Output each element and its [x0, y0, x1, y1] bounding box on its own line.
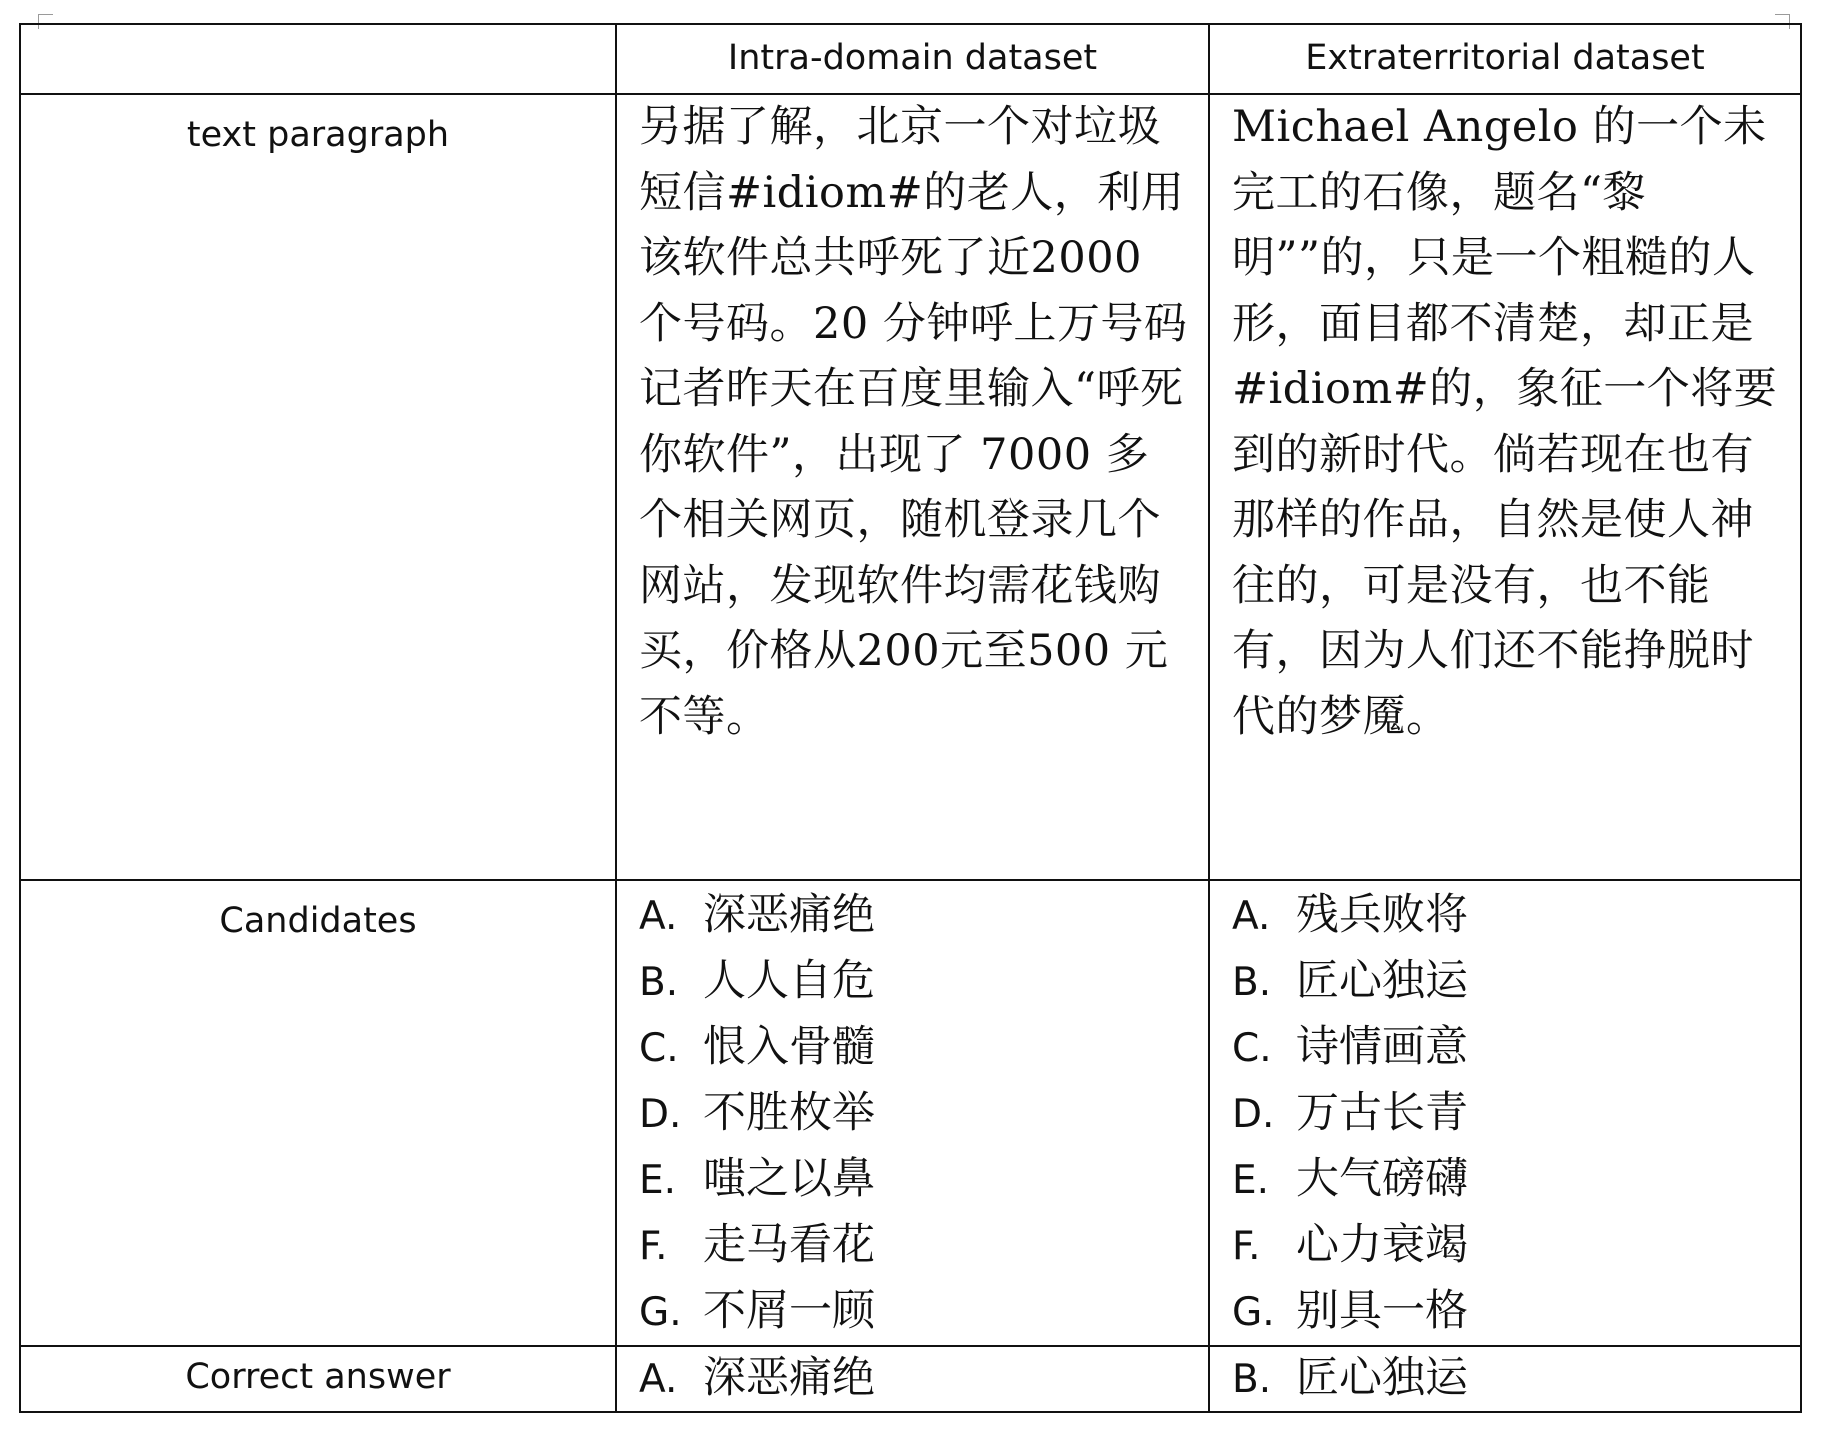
- list-item: E. 嗤之以鼻: [639, 1154, 875, 1204]
- text-paragraph-row: [20, 94, 1801, 880]
- extra-answer: [1210, 1347, 1800, 1411]
- extra-candidates-cell: [1209, 880, 1801, 1346]
- list-item: G. 不屑一顾: [639, 1286, 875, 1336]
- list-item: F. 走马看花: [639, 1220, 875, 1270]
- list-item: B. 匠心独运: [1232, 956, 1468, 1006]
- row-label-correct-answer: Correct answer: [185, 1357, 451, 1397]
- extra-candidate-list: [1210, 881, 1800, 1345]
- extra-paragraph-cell: [1209, 94, 1801, 880]
- intra-answer: [617, 1347, 1208, 1411]
- list-item: G. 别具一格: [1232, 1286, 1468, 1336]
- row-label-cell: [20, 880, 616, 1346]
- list-item: E. 大气磅礴: [1232, 1154, 1468, 1204]
- list-item: C. 恨入骨髓: [639, 1022, 875, 1072]
- list-item: F. 心力衰竭: [1232, 1220, 1468, 1270]
- header-extraterritorial: Extraterritorial dataset: [1305, 38, 1705, 78]
- candidates-row: [20, 880, 1801, 1346]
- header-row: [20, 24, 1801, 94]
- row-label-cell: [20, 94, 616, 880]
- list-item: C. 诗情画意: [1232, 1022, 1468, 1072]
- intra-candidates-cell: [616, 880, 1209, 1346]
- extra-answer-cell: [1209, 1346, 1801, 1412]
- row-label-candidates: Candidates: [219, 901, 417, 941]
- intra-paragraph: 另据了解，北京一个对垃圾短信#idiom#的老人，利用该软件总共呼死了近2000 个号码。20 分钟呼上万号码记者昨天在百度里输入“呼死你软件”，出现了 7000 多个相关网页，随机登录几个网站，发现软件均需花钱购买，价格从200元至500 元不等。: [639, 102, 1188, 742]
- correct-answer-row: [20, 1346, 1801, 1412]
- list-item: B. 匠心独运: [1232, 1353, 1468, 1403]
- list-item: B. 人人自危: [639, 956, 875, 1006]
- header-cell-empty: [20, 24, 616, 94]
- list-item: A. 深恶痛绝: [639, 1353, 875, 1403]
- extra-paragraph: Michael Angelo 的一个未完工的石像，题名“黎明””的，只是一个粗糙的人形，面目都不清楚，却正是#idiom#的，象征一个将要到的新时代。倘若现在也有那样的作品，自然是使人神往的，可是没有，也不能有，因为人们还不能挣脱时代的梦魇。: [1232, 102, 1778, 742]
- intra-answer-cell: [616, 1346, 1209, 1412]
- list-item: A. 残兵败将: [1232, 890, 1468, 940]
- comparison-table: [19, 23, 1802, 1413]
- header-intra-domain: Intra-domain dataset: [727, 38, 1098, 78]
- list-item: A. 深恶痛绝: [639, 890, 875, 940]
- intra-paragraph-cell: [616, 94, 1209, 880]
- intra-candidate-list: [617, 881, 1208, 1345]
- list-item: D. 万古长青: [1232, 1088, 1468, 1138]
- list-item: D. 不胜枚举: [639, 1088, 875, 1138]
- row-label-cell: [20, 1346, 616, 1412]
- row-label-text-paragraph: text paragraph: [186, 115, 450, 155]
- header-cell-extra: [1209, 24, 1801, 94]
- header-cell-intra: [616, 24, 1209, 94]
